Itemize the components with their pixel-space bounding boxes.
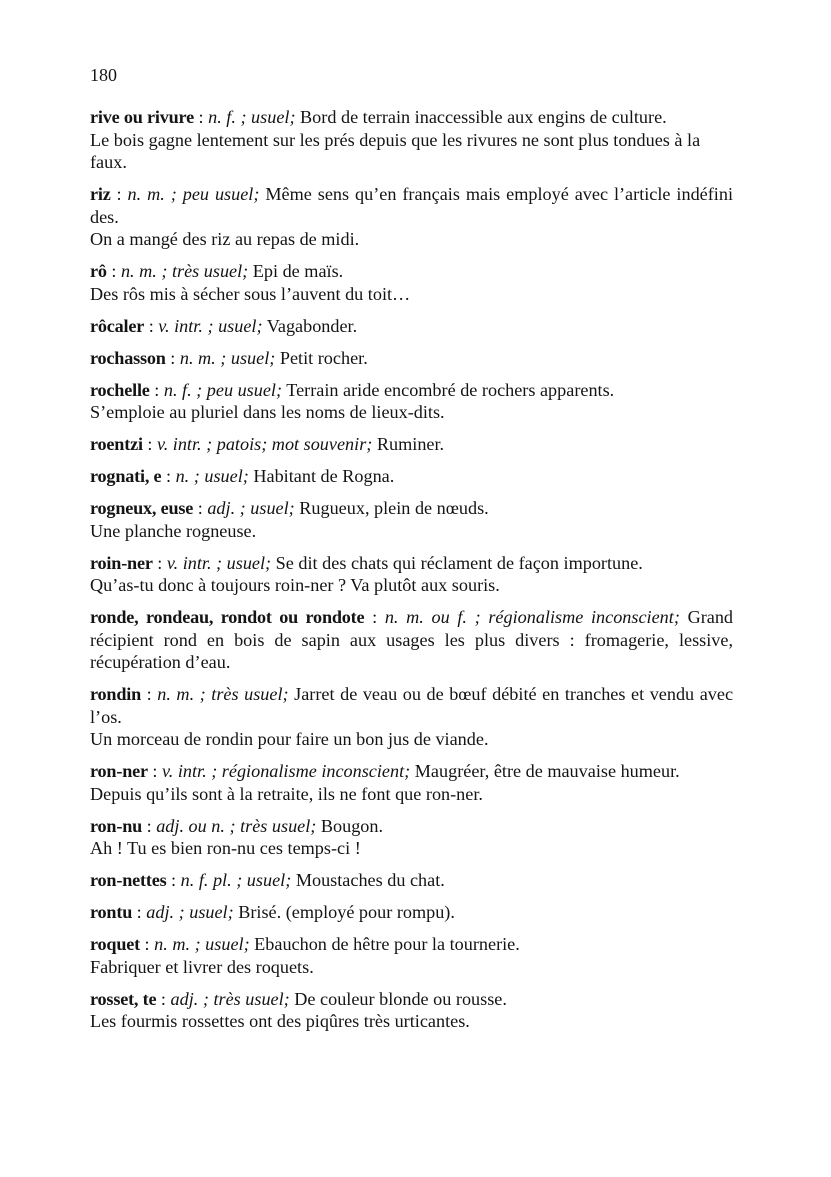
- entry-grammar: v. intr. ; usuel;: [158, 315, 263, 336]
- entry-definition: Se dit des chats qui réclament de façon importune.: [275, 552, 643, 573]
- dictionary-entry: [90, 315, 733, 338]
- entry-headword: ronde, rondeau, rondot ou rondote: [90, 607, 365, 627]
- entry-example: Un morceau de rondin pour faire un bon jus de viande.: [90, 729, 489, 749]
- entry-headword: riz: [90, 184, 111, 204]
- entry-definition: Ebauchon de hêtre pour la tournerie.: [254, 934, 520, 954]
- entry-headword: rosset, te: [90, 988, 157, 1009]
- dictionary-entry: [90, 497, 733, 542]
- dictionary-entry: [90, 465, 733, 488]
- dictionary-entry: [90, 815, 733, 860]
- entry-headword: rochelle: [90, 379, 150, 400]
- entry-definition: Maugréer, être de mauvaise humeur.: [414, 761, 680, 781]
- entry-definition-line: rô : n. m. ; très usuel; Epi de maïs.: [90, 261, 344, 281]
- entry-definition: Bord de terrain inaccessible aux engins de culture.: [300, 107, 667, 127]
- entry-headword: ron-nu: [90, 815, 143, 836]
- dictionary-entry: [90, 760, 733, 805]
- dictionary-entry: [90, 988, 733, 1033]
- entry-grammar: adj. ; usuel;: [207, 498, 295, 518]
- entry-definition-line: roentzi : v. intr. ; patois; mot souvenir; Ruminer.: [90, 434, 445, 454]
- entry-definition-line: roin-ner : v. intr. ; usuel; Se dit des chats qui réclament de façon importune.: [90, 552, 643, 573]
- entry-definition-line: riz : n. m. ; peu usuel; Même sens qu’en français mais employé avec l’article indéfini des.: [90, 184, 734, 227]
- dictionary-entry: [90, 901, 733, 924]
- entry-definition-line: rive ou rivure : n. f. ; usuel; Bord de terrain inaccessible aux engins de culture.: [90, 107, 667, 127]
- entry-definition-line: ronde, rondeau, rondot ou rondote : n. m. ou f. ; régionalisme inconscient; Grand récipient rond en bois de sapin aux usages les plus divers : fromagerie, lessive, récupération d’eau.: [90, 607, 734, 672]
- entry-example: S’emploie au pluriel dans les noms de lieux-dits.: [90, 402, 445, 422]
- entry-definition: Terrain aride encombré de rochers apparents.: [286, 379, 615, 400]
- entry-headword: ron-ner: [90, 761, 148, 781]
- entry-headword: rogneux, euse: [90, 498, 194, 518]
- entry-headword: rô: [90, 261, 107, 281]
- entry-definition: Rugueux, plein de nœuds.: [299, 498, 489, 518]
- page-number: 180: [90, 65, 117, 85]
- entry-example: Les fourmis rossettes ont des piqûres très urticantes.: [90, 1011, 470, 1031]
- dictionary-entry: [90, 106, 733, 174]
- entry-definition: Epi de maïs.: [252, 261, 344, 281]
- entry-grammar: n. m. ; très usuel;: [157, 684, 289, 704]
- entry-grammar: v. intr. ; usuel;: [166, 552, 272, 573]
- entry-grammar: n. m. ou f. ; régionalisme inconscient;: [384, 607, 680, 627]
- entry-definition: Vagabonder.: [266, 315, 358, 336]
- dictionary-entry: [90, 606, 733, 674]
- entry-example: Des rôs mis à sécher sous l’auvent du toit…: [90, 283, 411, 304]
- entry-definition-line: rosset, te : adj. ; très usuel; De couleur blonde ou rousse.: [90, 988, 507, 1009]
- entry-definition-line: ron-nettes : n. f. pl. ; usuel; Moustaches du chat.: [90, 870, 445, 890]
- entry-definition: Habitant de Rogna.: [253, 466, 395, 486]
- entry-definition: De couleur blonde ou rousse.: [294, 988, 507, 1009]
- entry-headword: rontu: [90, 902, 133, 922]
- entry-grammar: v. intr. ; patois; mot souvenir;: [156, 434, 373, 454]
- entry-definition: Grand récipient rond en bois de sapin aux usages les plus divers : fromagerie, lessive, récupération d’eau.: [90, 607, 734, 672]
- entry-definition-line: rogneux, euse : adj. ; usuel; Rugueux, plein de nœuds.: [90, 498, 489, 518]
- entry-headword: rive ou rivure: [90, 107, 194, 127]
- entry-headword: roquet: [90, 934, 140, 954]
- entry-headword: roin-ner: [90, 552, 153, 573]
- entry-definition-line: rontu : adj. ; usuel; Brisé. (employé pour rompu).: [90, 902, 455, 922]
- entry-grammar: adj. ; usuel;: [146, 902, 234, 922]
- dictionary-entry: [90, 260, 733, 305]
- entry-grammar: n. f. ; peu usuel;: [163, 379, 283, 400]
- dictionary-entries: [90, 106, 733, 1042]
- entry-example: Fabriquer et livrer des roquets.: [90, 956, 314, 977]
- entry-example: Ah ! Tu es bien ron-nu ces temps-ci !: [90, 838, 361, 858]
- entry-grammar: n. m. ; usuel;: [154, 934, 250, 954]
- dictionary-entry: [90, 433, 733, 456]
- entry-definition-line: ron-nu : adj. ou n. ; très usuel; Bougon.: [90, 815, 384, 836]
- entry-definition-line: ron-ner : v. intr. ; régionalisme inconscient; Maugréer, être de mauvaise humeur.: [90, 761, 680, 781]
- dictionary-entry: [90, 379, 733, 424]
- entry-headword: rondin: [90, 684, 142, 704]
- dictionary-entry: [90, 869, 733, 892]
- entry-definition: Même sens qu’en français mais employé avec l’article indéfini des.: [90, 184, 734, 227]
- entry-example: Depuis qu’ils sont à la retraite, ils ne font que ron-ner.: [90, 783, 483, 804]
- entry-headword: rognati, e: [90, 466, 162, 486]
- entry-grammar: n. m. ; peu usuel;: [127, 184, 260, 204]
- entry-example: Une planche rogneuse.: [90, 520, 257, 541]
- entry-definition-line: rondin : n. m. ; très usuel; Jarret de veau ou de bœuf débité en tranches et vendu avec l’os.: [90, 684, 734, 727]
- entry-grammar: n. ; usuel;: [175, 466, 249, 486]
- entry-headword: rôcaler: [90, 315, 145, 336]
- entry-definition: Jarret de veau ou de bœuf débité en tranches et vendu avec l’os.: [90, 684, 734, 727]
- entry-definition-line: rochelle : n. f. ; peu usuel; Terrain aride encombré de rochers apparents.: [90, 379, 615, 400]
- dictionary-entry: [90, 933, 733, 978]
- dictionary-entry: [90, 347, 733, 370]
- entry-definition: Bougon.: [320, 815, 384, 836]
- entry-headword: roentzi: [90, 434, 143, 454]
- entry-definition-line: rôcaler : v. intr. ; usuel; Vagabonder.: [90, 315, 358, 336]
- entry-definition-line: rognati, e : n. ; usuel; Habitant de Rogna.: [90, 466, 395, 486]
- dictionary-entry: [90, 552, 733, 597]
- entry-headword: ron-nettes: [90, 870, 167, 890]
- entry-definition: Brisé. (employé pour rompu).: [238, 902, 455, 922]
- entry-grammar: adj. ; très usuel;: [170, 988, 290, 1009]
- dictionary-entry: [90, 683, 733, 751]
- entry-example: Qu’as-tu donc à toujours roin-ner ? Va plutôt aux souris.: [90, 575, 500, 595]
- entry-definition: Moustaches du chat.: [295, 870, 445, 890]
- dictionary-entry: [90, 183, 733, 251]
- entry-definition-line: roquet : n. m. ; usuel; Ebauchon de hêtre pour la tournerie.: [90, 934, 520, 954]
- entry-grammar: n. f. pl. ; usuel;: [180, 870, 292, 890]
- entry-grammar: v. intr. ; régionalisme inconscient;: [162, 761, 411, 781]
- entry-definition: Ruminer.: [376, 434, 445, 454]
- entry-example: On a mangé des riz au repas de midi.: [90, 229, 360, 249]
- entry-grammar: adj. ou n. ; très usuel;: [156, 815, 317, 836]
- entry-grammar: n. f. ; usuel;: [208, 107, 296, 127]
- entry-definition: Petit rocher.: [279, 347, 368, 368]
- entry-definition-line: rochasson : n. m. ; usuel; Petit rocher.: [90, 347, 368, 368]
- entry-grammar: n. m. ; usuel;: [179, 347, 276, 368]
- entry-example: Le bois gagne lentement sur les prés depuis que les rivures ne sont plus tondues à la faux.: [90, 129, 701, 172]
- entry-headword: rochasson: [90, 347, 166, 368]
- entry-grammar: n. m. ; très usuel;: [120, 261, 249, 281]
